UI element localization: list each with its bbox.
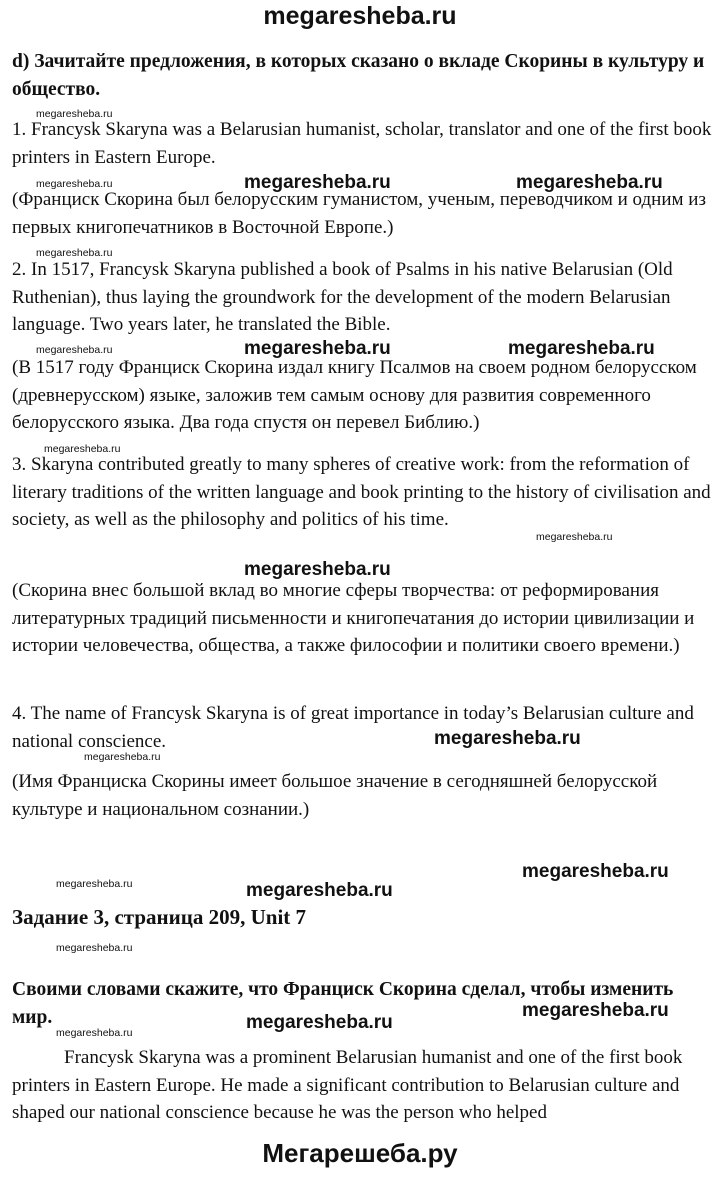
watermark-big: megaresheba.ru bbox=[244, 338, 391, 359]
item-1-russian: (Франциск Скорина был белорусским гуманистом, ученым, переводчиком и одним из первых книгопечатников в Восточной Европе.) bbox=[12, 189, 706, 238]
item-3-russian: (Скорина внес большой вклад во многие сферы творчества: от реформирования литературных традиций письменности и книгопечатания до истории цивилизации и истории человечества, общества, а также философии и политики своего времени.) bbox=[12, 580, 695, 656]
task-title: Задание 3, страница 209, Unit 7 bbox=[12, 905, 307, 929]
item-4-english: 4. The name of Francysk Skaryna is of great importance in today’s Belarusian culture and national conscience. bbox=[12, 703, 694, 752]
site-header: megaresheba.ru bbox=[263, 2, 457, 30]
watermark-small: megaresheba.ru bbox=[56, 942, 133, 954]
item-1-english: 1. Francysk Skaryna was a Belarusian humanist, scholar, translator and one of the first book printers in Eastern Europe. bbox=[12, 119, 712, 168]
watermark-small: megaresheba.ru bbox=[36, 108, 113, 120]
watermark-small: megaresheba.ru bbox=[36, 178, 113, 190]
watermark-big: megaresheba.ru bbox=[246, 1012, 393, 1033]
item-3-english: 3. Skaryna contributed greatly to many spheres of creative work: from the reformation of literary traditions of the written language and book printing to the history of civilisation and society, as well as the philosophy and politics of his time. bbox=[12, 454, 711, 530]
watermark-big: megaresheba.ru bbox=[508, 338, 655, 359]
watermark-big: megaresheba.ru bbox=[246, 880, 393, 901]
task-prompt: Своими словами скажите, что Франциск Скорина сделал, чтобы изменить мир. bbox=[12, 979, 674, 1028]
watermark-big: megaresheba.ru bbox=[434, 728, 581, 749]
watermark-small: megaresheba.ru bbox=[44, 443, 121, 455]
watermark-big: megaresheba.ru bbox=[522, 1000, 669, 1021]
watermark-small: megaresheba.ru bbox=[56, 878, 133, 890]
item-2-english: 2. In 1517, Francysk Skaryna published a book of Psalms in his native Belarusian (Old Ruthenian), thus laying the groundwork for the development of the modern Belarusian language. Two years later, he translated the Bible. bbox=[12, 259, 673, 335]
watermark-small: megaresheba.ru bbox=[36, 247, 113, 259]
watermark-small: megaresheba.ru bbox=[84, 751, 161, 763]
site-footer: Мегарешеба.ру bbox=[262, 1138, 458, 1168]
watermark-big: megaresheba.ru bbox=[516, 172, 663, 193]
section-heading: d) Зачитайте предложения, в которых сказано о вкладе Скорины в культуру и общество. bbox=[12, 51, 705, 100]
watermark-big: megaresheba.ru bbox=[244, 172, 391, 193]
watermark-big: megaresheba.ru bbox=[244, 559, 391, 580]
watermark-small: megaresheba.ru bbox=[56, 1027, 133, 1039]
item-4-russian: (Имя Франциска Скорины имеет большое значение в сегодняшней белорусской культуре и национальном сознании.) bbox=[12, 771, 658, 820]
watermark-big: megaresheba.ru bbox=[522, 861, 669, 882]
item-2-russian: (В 1517 году Франциск Скорина издал книгу Псалмов на своем родном белорусском (древнерусском) языке, заложив тем самым основу для развития современного белорусского языка. Два года спустя он перевел Библию.) bbox=[12, 357, 697, 433]
watermark-small: megaresheba.ru bbox=[36, 344, 113, 356]
watermark-small: megaresheba.ru bbox=[536, 531, 613, 543]
task-answer: Francysk Skaryna was a prominent Belarusian humanist and one of the first book printers in Eastern Europe. He made a significant contribution to Belarusian culture and shaped our national conscience because he was the person who helped bbox=[12, 1047, 683, 1123]
